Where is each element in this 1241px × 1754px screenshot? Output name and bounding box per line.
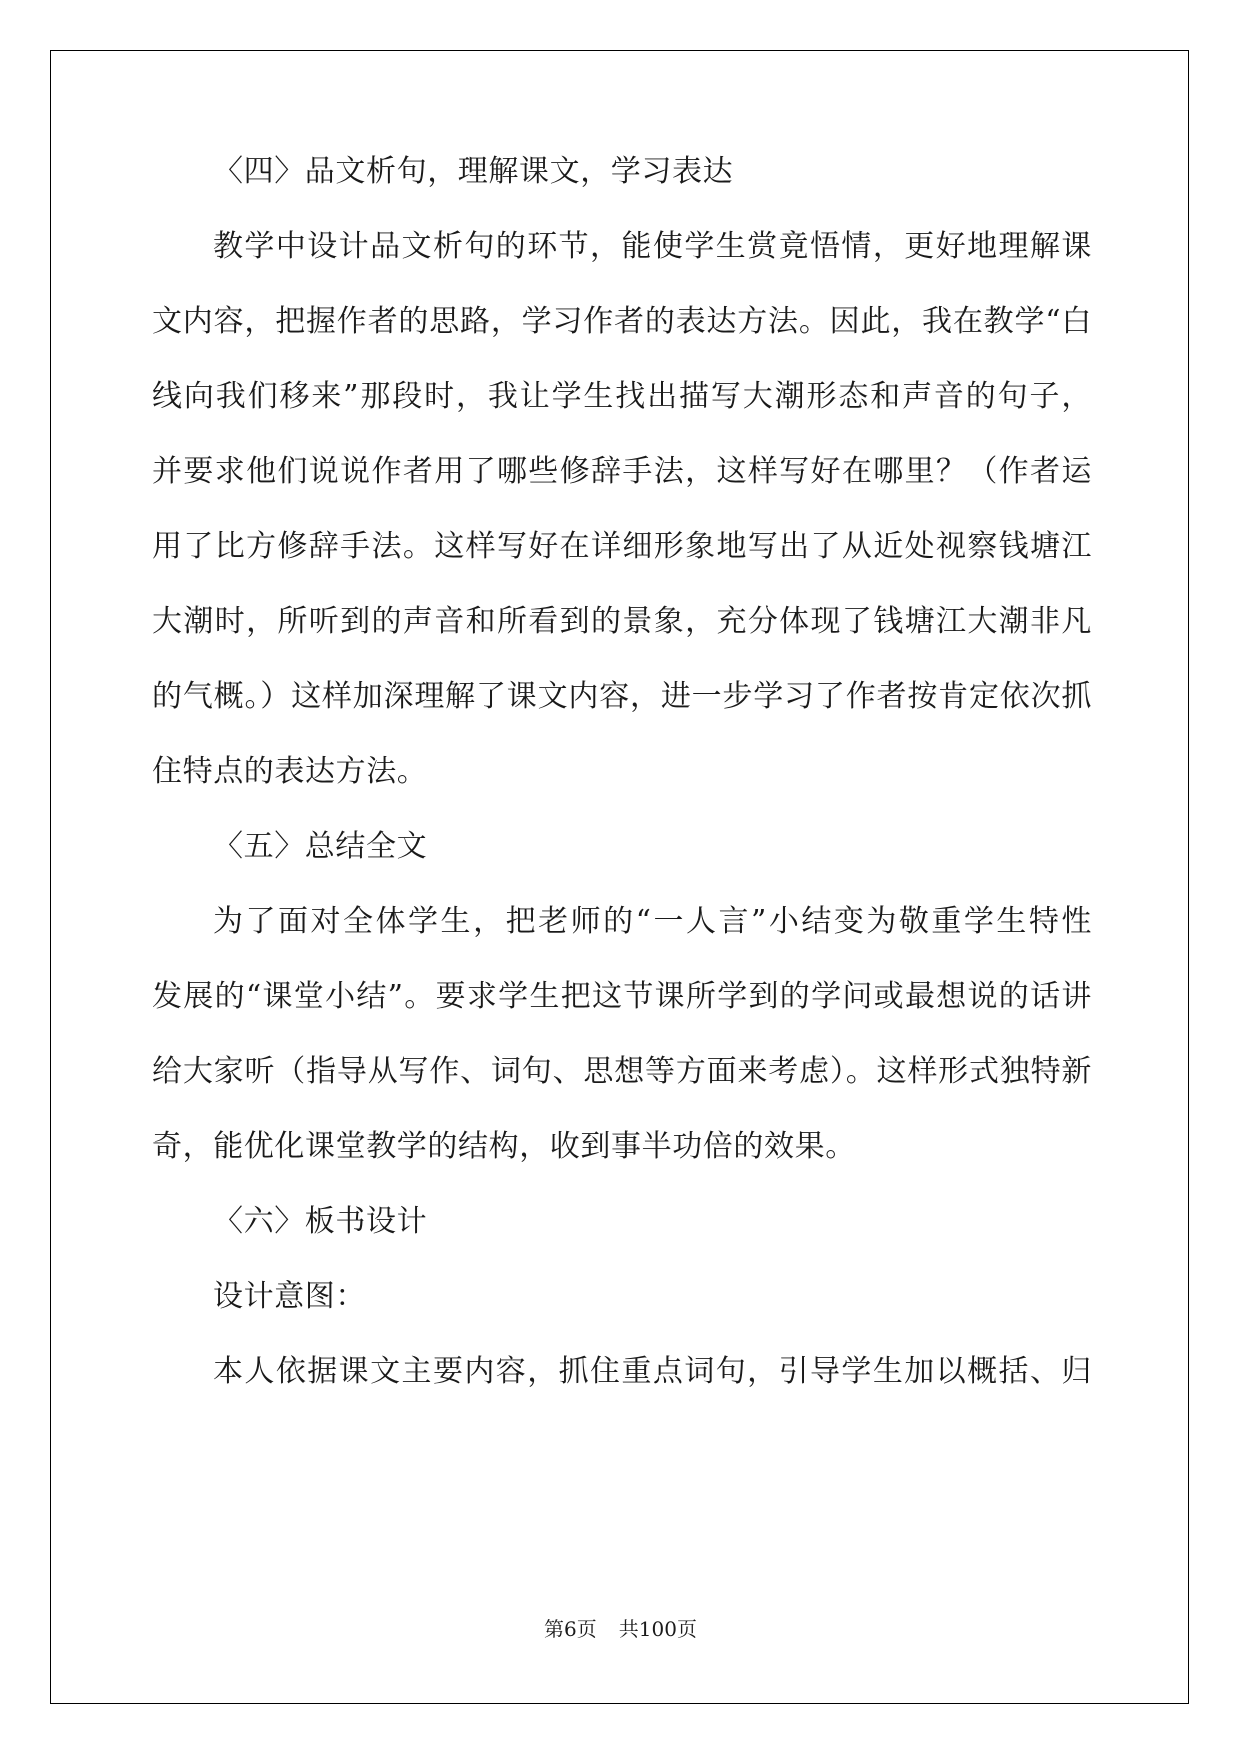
paragraph-line: 用了比方修辞手法。这样写好在详细形象地写出了从近处视察钱塘江: [152, 529, 1092, 564]
paragraph-line: 文内容，把握作者的思路，学习作者的表达方法。因此，我在教学“白: [152, 304, 1092, 339]
paragraph-line: 为了面对全体学生，把老师的“一人言”小结变为敬重学生特性: [213, 904, 1092, 939]
paragraph-line: 本人依据课文主要内容，抓住重点词句，引导学生加以概括、归: [213, 1354, 1092, 1389]
page-footer: [0, 1616, 1241, 1642]
total-pages: 共100页: [618, 1617, 697, 1641]
paragraph-line: 住特点的表达方法。: [152, 754, 428, 789]
heading-section-5: 〈五〉总结全文: [213, 829, 428, 864]
paragraph-line: 大潮时，所听到的声音和所看到的景象，充分体现了钱塘江大潮非凡: [152, 604, 1092, 639]
heading-section-4: 〈四〉品文析句，理解课文，学习表达: [213, 154, 734, 189]
heading-section-6: 〈六〉板书设计: [213, 1204, 428, 1239]
paragraph-line: 设计意图：: [213, 1279, 366, 1314]
paragraph-line: 给大家听（指导从写作、词句、思想等方面来考虑）。这样形式独特新: [152, 1054, 1092, 1089]
paragraph-line: 线向我们移来”那段时，我让学生找出描写大潮形态和声音的句子，: [152, 379, 1092, 414]
page-number: 第6页: [544, 1617, 597, 1641]
paragraph-line: 的气概。）这样加深理解了课文内容，进一步学习了作者按肯定依次抓: [152, 679, 1092, 714]
paragraph-line: 教学中设计品文析句的环节，能使学生赏竟悟情，更好地理解课: [213, 229, 1092, 264]
page-border: [50, 50, 1189, 1704]
paragraph-line: 奇，能优化课堂教学的结构，收到事半功倍的效果。: [152, 1129, 856, 1164]
paragraph-line: 并要求他们说说作者用了哪些修辞手法，这样写好在哪里？（作者运: [152, 454, 1092, 489]
paragraph-line: 发展的“课堂小结”。要求学生把这节课所学到的学问或最想说的话讲: [152, 979, 1092, 1014]
